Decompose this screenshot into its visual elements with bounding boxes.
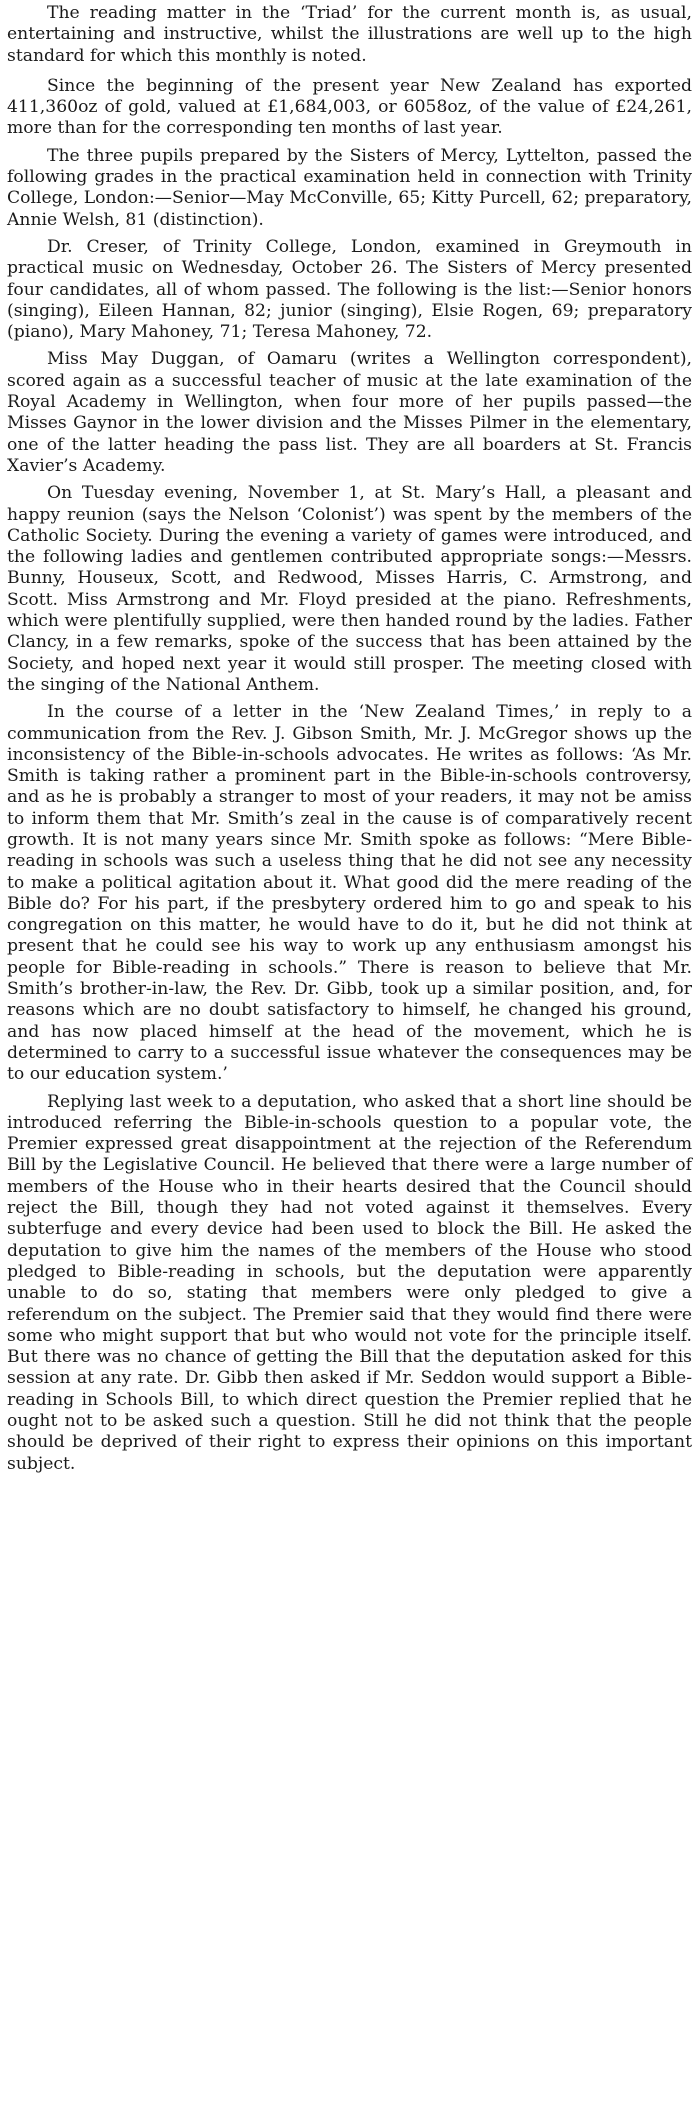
- paragraph-greymouth-examination: Dr. Creser, of Trinity College, London, examined in Greymouth in practical music on Wednesday, October 26. The Sisters of Mercy presented four candidates, all of whom passed. The following is the list:—Senior honors (singing), Eileen Hannan, 82; junior (singing), Elsie Rogen, 69; preparatory (piano), Mary Mahoney, 71; Teresa Mahoney, 72.: [7, 236, 692, 343]
- paragraph-oamaru-teacher: Miss May Duggan, of Oamaru (writes a Wellington correspondent), scored again as a successful teacher of music at the late examination of the Royal Academy in Wellington, when four more of her pupils passed—the Misses Gaynor in the lower division and the Misses Pilmer in the elementary, one of the latter heading the pass list. They are all boarders at St. Francis Xavier’s Academy.: [7, 349, 692, 476]
- paragraph-nelson-reunion: On Tuesday evening, November 1, at St. Mary’s Hall, a pleasant and happy reunion (says the Nelson ‘Colonist’) was spent by the members of the Catholic Society. During the evening a variety of games were introduced, and the following ladies and gentlemen contributed appropriate songs:—Messrs. Bunny, Houseux, Scott, and Redwood, Misses Harris, C. Armstrong, and Scott. Miss Armstrong and Mr. Floyd presided at the piano. Refreshments, which were plentifully supplied, were then handed round by the ladies. Father Clancy, in a few remarks, spoke of the success that has been attained by the Society, and hoped next year it would still prosper. The meeting closed with the singing of the National Anthem.: [7, 483, 692, 695]
- paragraph-gold-exports: Since the beginning of the present year New Zealand has exported 411,360oz of gold, valued at £1,684,003, or 6058oz, of the value of £24,261, more than for the corresponding ten months of last year.: [7, 75, 692, 139]
- paragraph-triad-magazine: The reading matter in the ‘Triad’ for the current month is, as usual, entertaining and instructive, whilst the illustrations are well up to the high standard for which this monthly is noted.: [7, 3, 692, 66]
- paragraph-premier-deputation: Replying last week to a deputation, who asked that a short line should be introduced referring the Bible-in-schools question to a popular vote, the Premier expressed great disappointment at the rejection of the Referendum Bill by the Legislative Council. He believed that there were a large number of members of the House who in their hearts desired that the Council should reject the Bill, though they had not voted against it themselves. Every subterfuge and every device had been used to block the Bill. He asked the deputation to give him the names of the members of the House who stood pledged to Bible-reading in schools, but the deputation were apparently unable to do so, stating that members were only pledged to give a referendum on the subject. The Premier said that they would find there were some who might support that but who would not vote for the principle itself. But there was no chance of getting the Bill that the deputation asked for this session at any rate. Dr. Gibb then asked if Mr. Seddon would support a Bible-reading in Schools Bill, to which direct question the Premier replied that he ought not to be asked such a question. Still he did not think that the people should be deprived of their right to express their opinions on this important subject.: [7, 1091, 692, 1474]
- paragraph-bible-in-schools-letter: In the course of a letter in the ‘New Zealand Times,’ in reply to a communication from the Rev. J. Gibson Smith, Mr. J. McGregor shows up the inconsistency of the Bible-in-schools advocates. He writes as follows: ‘As Mr. Smith is taking rather a prominent part in the Bible-in-schools controversy, and as he is probably a stranger to most of your readers, it may not be amiss to inform them that Mr. Smith’s zeal in the cause is of comparatively recent growth. It is not many years since Mr. Smith spoke as follows: “Mere Bible-reading in schools was such a useless thing that he did not see any necessity to make a political agitation about it. What good did the mere reading of the Bible do? For his part, if the presbytery ordered him to go and speak to his congregation on this matter, he would have to do it, but he did not think at present that he could see his way to work up any enthusiasm amongst his people for Bible-reading in schools.” There is reason to believe that Mr. Smith’s brother-in-law, the Rev. Dr. Gibb, took up a similar position, and, for reasons which are no doubt satisfactory to himself, he changed his ground, and has now placed himself at the head of the movement, which he is determined to carry to a successful issue whatever the consequences may be to our education system.’: [7, 702, 692, 1085]
- paragraph-lyttelton-pupils: The three pupils prepared by the Sisters of Mercy, Lyttelton, passed the following grades in the practical examination held in connection with Trinity College, London:—Senior—May McConville, 65; Kitty Purcell, 62; preparatory, Annie Welsh, 81 (distinction).: [7, 145, 692, 230]
